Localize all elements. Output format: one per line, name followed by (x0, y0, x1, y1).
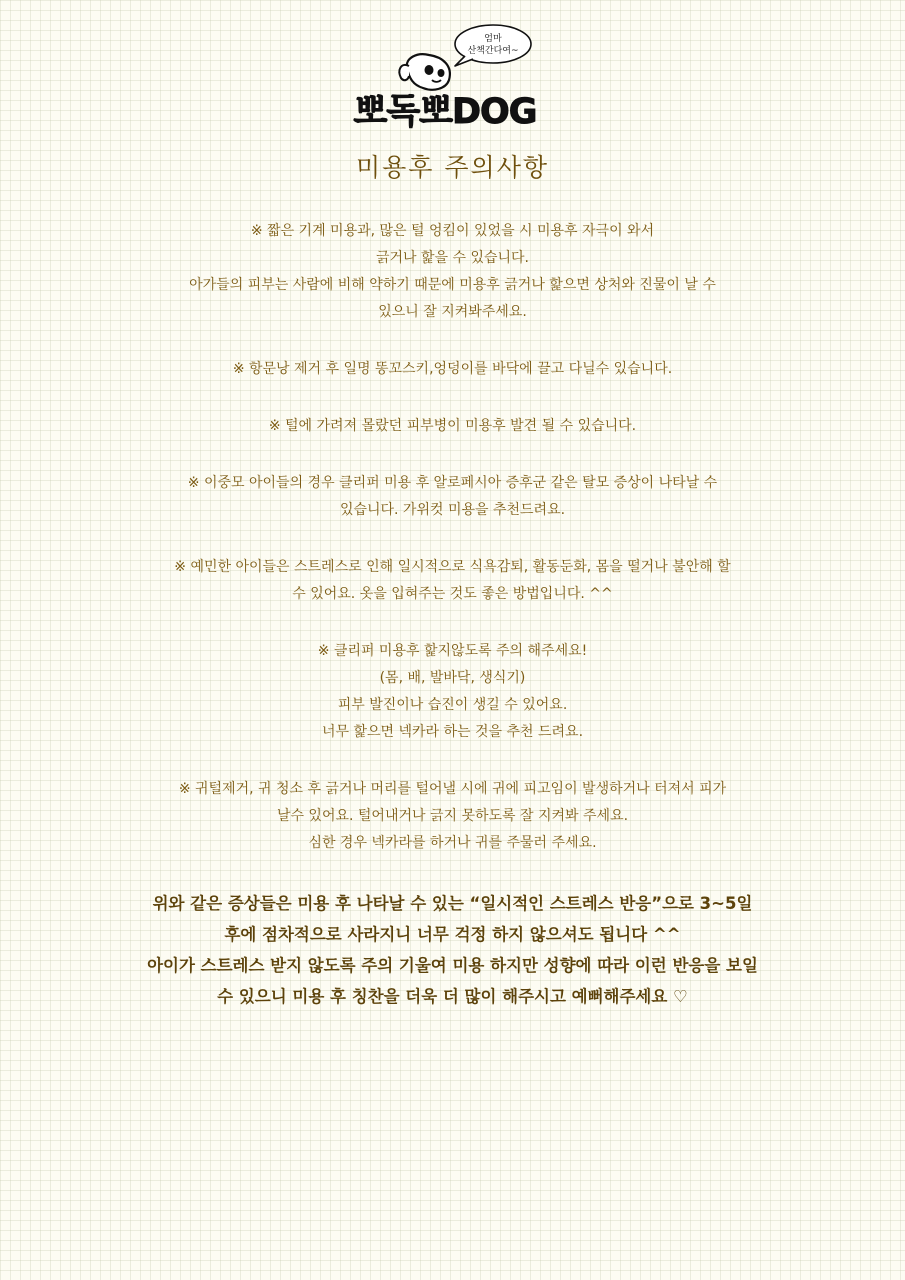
note-line: 너무 핥으면 넥카라 하는 것을 추천 드려요. (321, 724, 584, 740)
closing-line: 후에 점차적으로 사라지니 너무 걱정 하지 않으셔도 됩니다 ^^ (224, 925, 681, 944)
note-line: ※ 털에 가려져 몰랐던 피부병이 미용후 발견 될 수 있습니다. (268, 418, 637, 434)
note-item (120, 218, 785, 326)
note-line: 피부 발진이나 습진이 생길 수 있어요. (337, 697, 568, 713)
speech-bubble-line-2: 산책간다여~ (467, 46, 519, 56)
page-title: 미용후 주의사항 (356, 153, 549, 182)
note-line: 있습니다. 가위컷 미용을 추천드려요. (339, 502, 566, 518)
logo-graphic (333, 22, 558, 132)
note-line: (몸, 배, 발바닥, 생식기) (379, 670, 526, 686)
note-line: ※ 항문낭 제거 후 일명 똥꼬스키,엉덩이를 바닥에 끌고 다닐수 있습니다. (232, 361, 673, 377)
note-item (120, 776, 785, 857)
note-item (120, 413, 785, 440)
note-line: ※ 이중모 아이들의 경우 클리퍼 미용 후 알로페시아 증후군 같은 탈모 증상이 나타날 수 (187, 475, 718, 491)
closing-line: 수 있으니 미용 후 칭찬을 더욱 더 많이 해주시고 예뻐해주세요 ♡ (217, 987, 688, 1006)
note-line: 심한 경우 넥카라를 하거나 귀를 주물러 주세요. (308, 835, 597, 851)
closing-line: 아이가 스트레스 받지 않도록 주의 기울여 미용 하지만 성향에 따라 이런 반응을 보일 (147, 956, 758, 975)
dog-head-icon (399, 54, 449, 90)
note-line: ※ 짧은 기계 미용과, 많은 털 엉킴이 있었을 시 미용후 자극이 와서 (250, 223, 655, 239)
note-item (120, 638, 785, 746)
note-line: ※ 예민한 아이들은 스트레스로 인해 일시적으로 식욕감퇴, 활동둔화, 몸을 떨거나 불안해 할 (174, 559, 731, 575)
note-line: 아가들의 피부는 사람에 비해 약하기 때문에 미용후 긁거나 핥으면 상처와 진물이 날 수 (189, 277, 716, 293)
brand-logo (333, 22, 558, 132)
note-line: 있으니 잘 지켜봐주세요. (378, 304, 527, 320)
note-line: 수 있어요. 옷을 입혀주는 것도 좋은 방법입니다. ^^ (292, 586, 613, 602)
care-notes (120, 218, 785, 887)
brand-wordmark: 뽀독뽀DOG (353, 92, 537, 132)
note-line: 긁거나 핥을 수 있습니다. (375, 250, 530, 266)
closing-line: 위와 같은 증상들은 미용 후 나타날 수 있는 “일시적인 스트레스 반응”으로 3~5일 (152, 894, 753, 913)
note-line: ※ 클리퍼 미용후 핥지않도록 주의 해주세요! (317, 643, 588, 659)
closing-message (100, 888, 805, 1012)
note-item (120, 470, 785, 524)
note-line: ※ 귀털제거, 귀 청소 후 긁거나 머리를 털어낼 시에 귀에 피고임이 발생하거나 터져서 피가 (178, 781, 727, 797)
note-line: 날수 있어요. 털어내거나 긁지 못하도록 잘 지켜봐 주세요. (276, 808, 629, 824)
note-item (120, 554, 785, 608)
speech-bubble-line-1: 엄마 (484, 34, 502, 44)
note-item (120, 356, 785, 383)
